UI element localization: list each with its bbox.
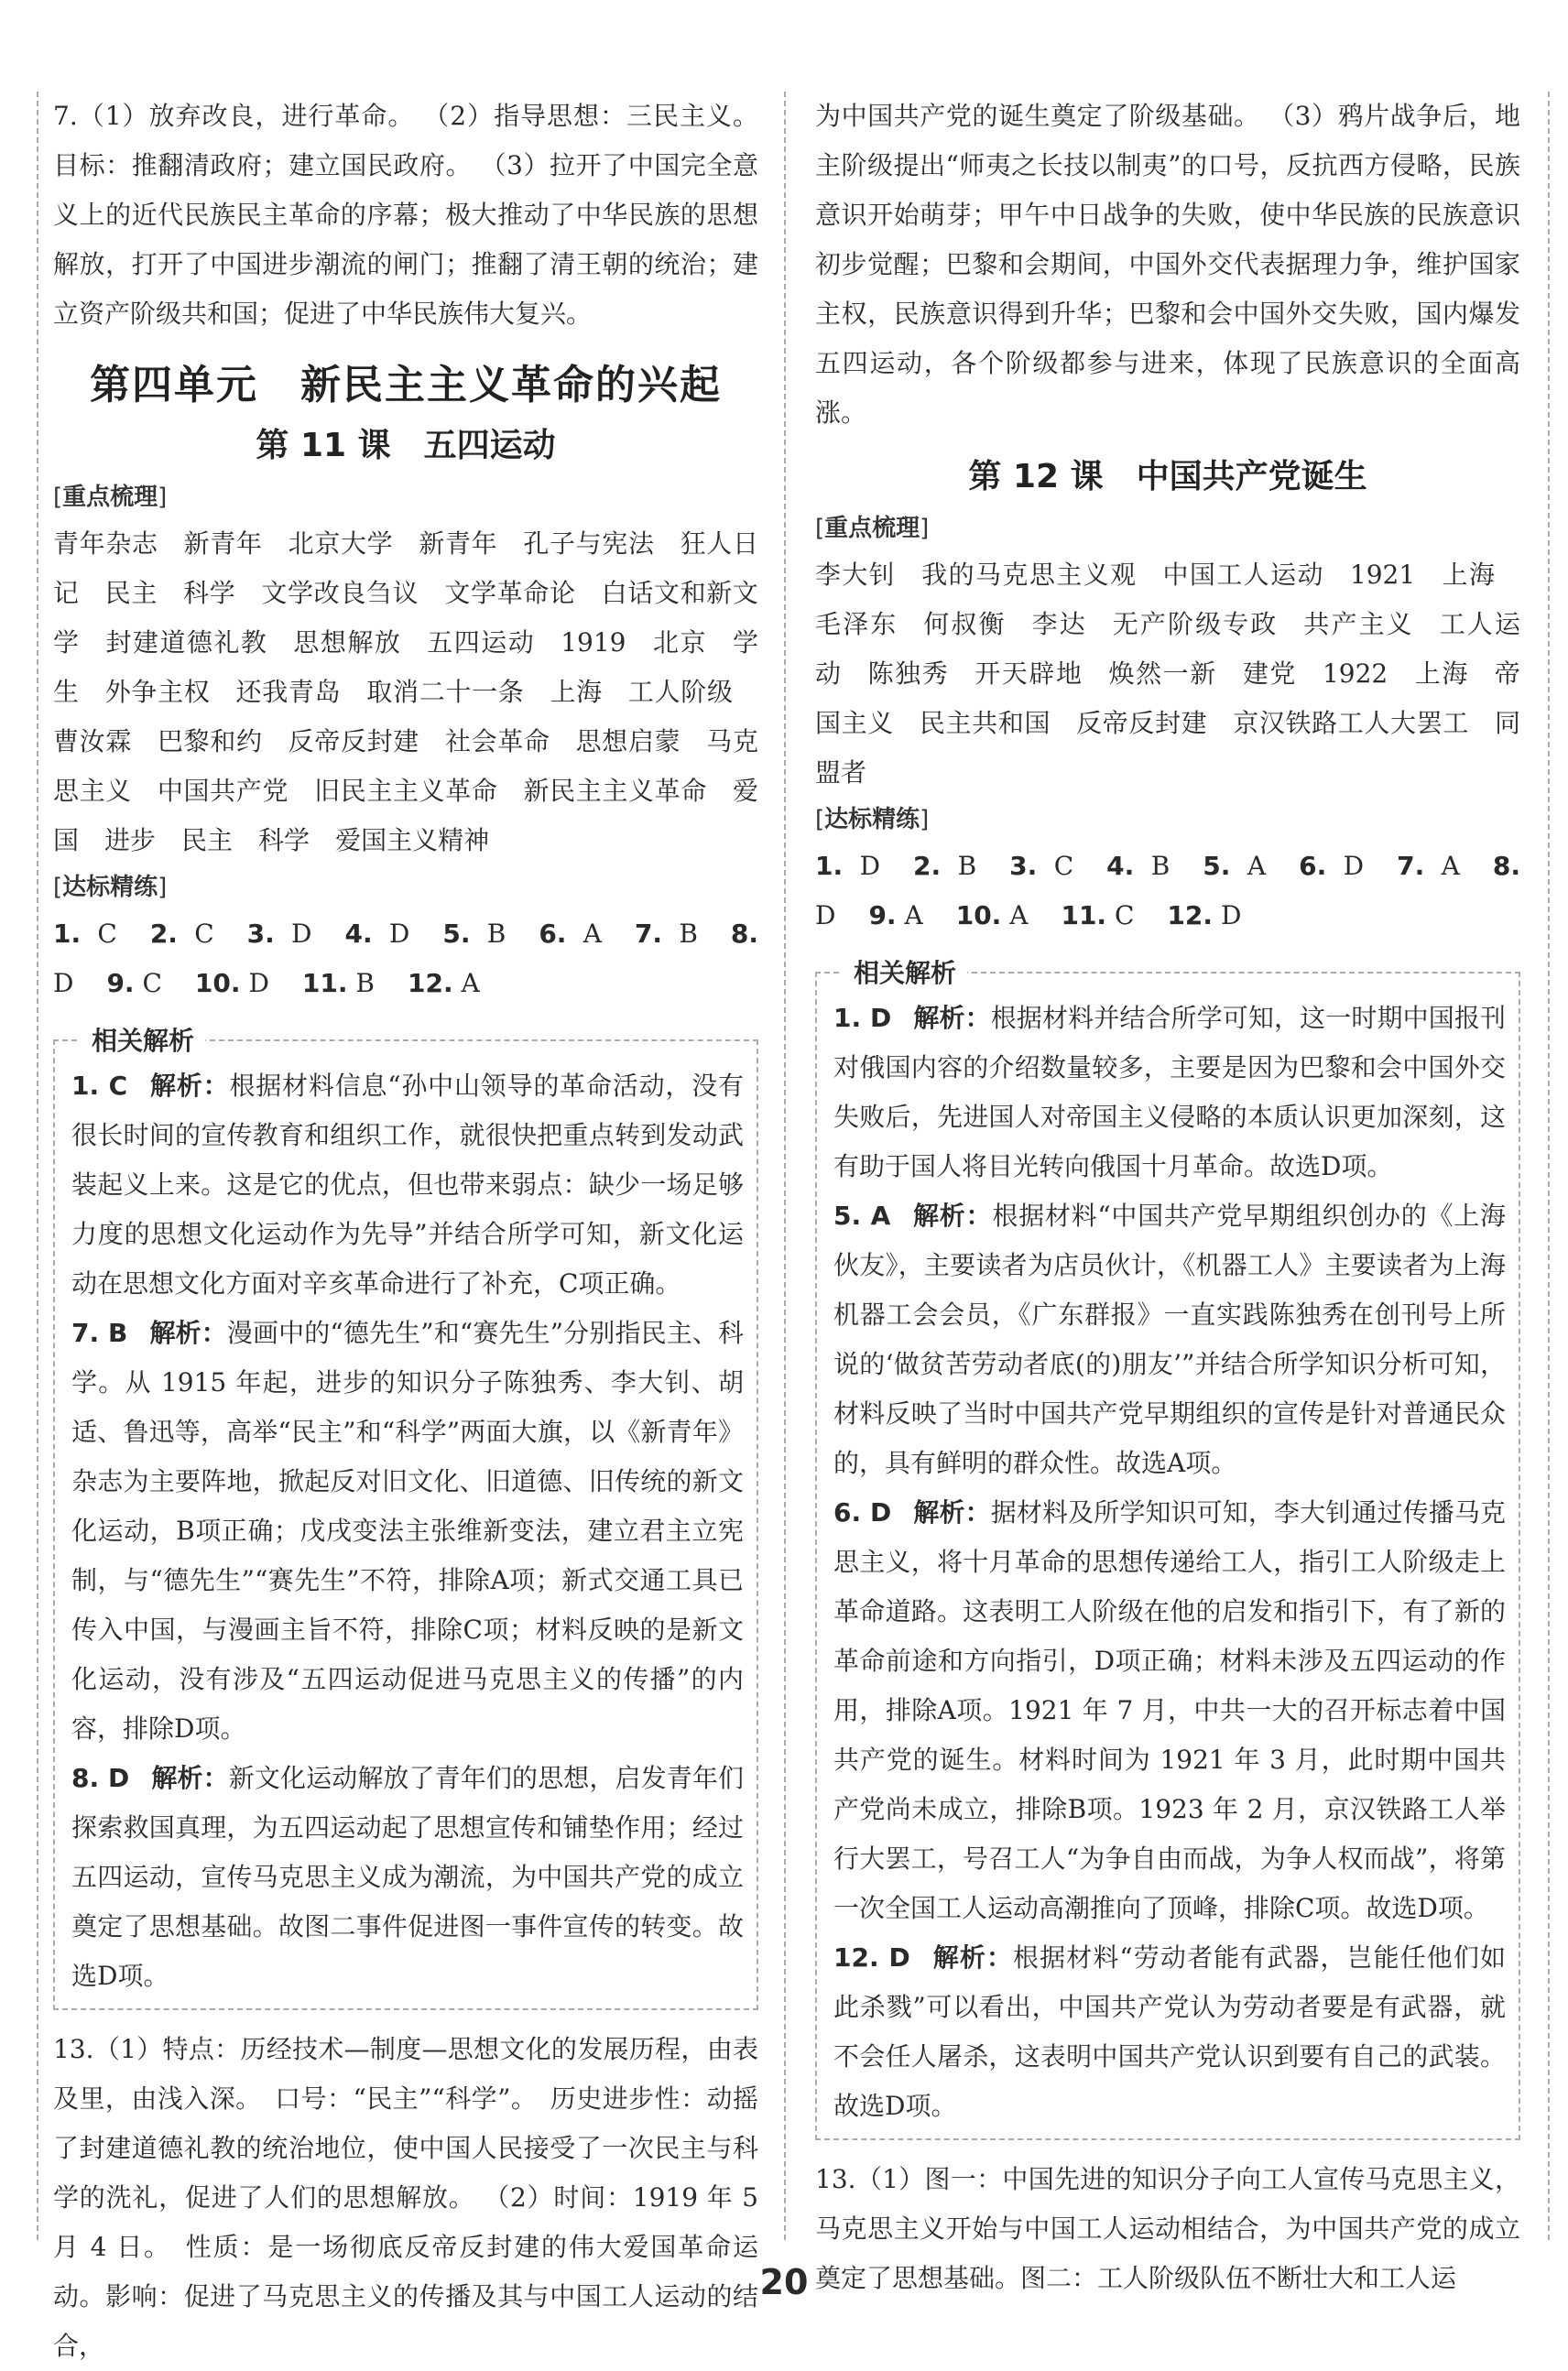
analysis-item [833, 1933, 1506, 2131]
key-point: 新青年 [419, 528, 498, 559]
answer-item [1203, 851, 1282, 881]
key-point: 曹汝霖 [53, 726, 132, 756]
key-point: 外争主权 [104, 677, 211, 707]
question-answer: 12. D [833, 1942, 910, 1973]
analysis-box [815, 958, 1520, 2140]
key-point: 陈独秀 [867, 658, 950, 689]
question-answer: 1. D [833, 1003, 892, 1033]
answer-number: 1. [815, 851, 844, 881]
answer-number: 4. [1106, 851, 1135, 881]
answer-number: 3. [246, 919, 275, 949]
unit-title: 第四单元 新民主主义革命的兴起 [90, 362, 722, 408]
answer-number: 6. [539, 919, 567, 949]
answer-number: 8. [730, 919, 759, 949]
key-point: 反帝反封建 [288, 726, 419, 756]
answer-number: 1. [53, 919, 82, 949]
answer-choice: A [1441, 851, 1460, 881]
analysis-label: 解析： [913, 1497, 991, 1528]
analysis-text: 根据材料并结合所学可知，这一时期中国报刊对俄国内容的介绍数量较多，主要是因为巴黎和会中国外交失败后，先进国人对帝国主义侵略的本质认识更加深刻，这有助于国人将目光转向俄国十月革命。故选D项。 [833, 1003, 1506, 1181]
answer-choice: D [859, 851, 881, 881]
key-point: 新青年 [183, 528, 263, 559]
answer-item [195, 968, 286, 998]
answer-number: 3. [1009, 851, 1038, 881]
continued-answer: 为中国共产党的诞生奠定了阶级基础。 （3）鸦片战争后，地主阶级提出“师夷之长技以制夷”的口号，反抗西方侵略，民族意识开始萌芽；甲午中日战争的失败，使中华民族的民族意识初步觉醒；巴黎和会期间，中国外交代表据理力争，维护国家主权，民族意识得到升华；巴黎和会中国外交失败，国内爆发五四运动，各个阶级都参与进来，体现了民族意识的全面高涨。 [815, 101, 1520, 428]
analysis-item [71, 1754, 744, 2001]
lesson-11-title: 第 11 课 五四运动 [256, 427, 556, 464]
analysis-box [53, 1026, 758, 2010]
answer-number: 6. [1299, 851, 1327, 881]
key-point: 思想解放 [293, 627, 402, 658]
practice-label: [ 达标精练 ] [815, 798, 1520, 842]
key-point: 五四运动 [427, 627, 536, 658]
answer-item [442, 919, 522, 949]
analysis-text: 据材料及所学知识可知，李大钊通过传播马克思主义，将十月革命的思想传递给工人，指引工人阶级走上革命道路。这表明工人阶级在他的启发和指引下，有了新的革命前途和方向指引，D项正确；材料未涉及五四运动的作用，排除A项。1921 年 7 月，中共一大的召开标志着中国共产党的诞生。材料时间为 1921 年 3 月，此时期中国共产党尚未成立，排除B项。1923 年 2 月，京汉铁路工人举行大罢工，号召工人“为争自由而战，为争人权而战”，将第一次全国工人运动高潮推向了顶峰，排除C项。故选D项。 [833, 1497, 1506, 1923]
answer-choice: A [904, 900, 923, 930]
analysis-label: 解析： [151, 1763, 229, 1793]
answer-number: 7. [1397, 851, 1425, 881]
question-answer: 5. A [833, 1201, 891, 1231]
answer-choice: D [248, 968, 269, 998]
key-point: 无产阶级专政 [1112, 609, 1279, 639]
key-point: 中国工人运动 [1162, 560, 1324, 590]
key-point: 科学 [183, 578, 236, 608]
key-point: 上海 [550, 677, 603, 707]
answer-number: 5. [442, 919, 471, 949]
answer-number: 11. [301, 968, 348, 998]
key-point: 北京 [651, 627, 707, 658]
key-point: 京汉铁路工人大罢工 [1233, 708, 1469, 738]
answer-item [1167, 900, 1258, 930]
analysis-title: 相关解析 [843, 953, 967, 990]
question-answer: 6. D [833, 1497, 892, 1528]
answer-number: 9. [868, 900, 897, 930]
answer-number: 9. [106, 968, 135, 998]
analysis-label: 解析： [931, 1942, 1014, 1973]
analysis-text: 新文化运动解放了青年们的思想，启发青年们探索救国真理，为五四运动起了思想宣传和铺垫作用；经过五四运动，宣传马克思主义成为潮流，为中国共产党的成立奠定了思想基础。故图二事件促进图一事件宣传的转变。故选D项。 [71, 1763, 744, 1991]
answer-choice: C [1053, 851, 1074, 881]
key-point: 焕然一新 [1108, 658, 1217, 689]
answer-number: 2. [913, 851, 942, 881]
key-point: 还我青岛 [235, 677, 342, 707]
key-point: 民主 [181, 825, 234, 855]
key-point: 李大钊 [815, 560, 897, 590]
key-point: 取消二十一条 [366, 677, 525, 707]
answer-item [345, 919, 427, 949]
answer-number: 11. [1061, 900, 1107, 930]
analysis-item [833, 1488, 1506, 1933]
answer-choice: B [486, 919, 506, 949]
key-point: 工人运动 [815, 609, 1520, 689]
key-point: 上海 [1413, 658, 1469, 689]
answer-number: 2. [149, 919, 178, 949]
answer-number: 4. [344, 919, 373, 949]
answer-list [53, 909, 758, 1008]
answer-item [1397, 851, 1476, 881]
key-point: 民主共和国 [919, 708, 1051, 738]
answer-item [913, 851, 993, 881]
key-point: 开天辟地 [975, 658, 1083, 689]
key-point: 进步 [104, 825, 157, 855]
key-point: 李达 [1031, 609, 1087, 639]
key-points-list [815, 550, 1520, 798]
key-point: 同盟者 [815, 708, 1520, 788]
answer-choice: A [1247, 851, 1267, 881]
key-point: 孔子与宪法 [523, 528, 655, 559]
key-points-label: [ 重点梳理 ] [815, 506, 1520, 550]
key-point: 1922 [1322, 658, 1388, 689]
answer-item [106, 968, 178, 998]
left-margin-cut-line [37, 92, 38, 2240]
key-point: 北京大学 [288, 528, 394, 559]
key-point: 科学 [258, 825, 310, 855]
question-answer: 1. C [71, 1071, 128, 1101]
practice-label: [ 达标精练 ] [53, 865, 758, 909]
answer-item [150, 919, 231, 949]
answer-number: 10. [194, 968, 241, 998]
answer-item [53, 919, 134, 949]
key-point: 何叔衡 [923, 609, 1007, 639]
answer-choice: C [97, 919, 117, 949]
key-point: 文学革命论 [444, 578, 576, 608]
analysis-label: 解析： [913, 1003, 991, 1033]
analysis-label: 解析： [149, 1071, 230, 1101]
analysis-text: 根据材料信息“孙中山领导的革命活动，没有很长时间的宣传教育和组织工作，就很快把重点转到发动武装起义上来。这是它的优点，但也带来弱点：缺少一场足够力度的思想文化运动作为先导”并结合所学可知，新文化运动在思想文化方面对辛亥革命进行了补充，C项正确。 [71, 1071, 744, 1299]
answer-number: 10. [955, 900, 1002, 930]
analysis-label: 解析： [912, 1201, 993, 1231]
right-margin-cut-line [1548, 92, 1550, 2240]
answer-choice: D [1343, 851, 1365, 881]
key-point: 爱国主义精神 [335, 825, 490, 855]
answer-item [408, 968, 496, 998]
key-points-list [53, 519, 758, 865]
key-point: 新民主主义革命 [523, 776, 707, 806]
answer-list [815, 842, 1520, 941]
answer-number: 8. [1492, 851, 1521, 881]
answer-choice: B [1150, 851, 1171, 881]
key-point: 我的马克思主义观 [921, 560, 1138, 590]
analysis-text: 根据材料“劳动者能有武器，岂能任他们如此杀戮”可以看出，中国共产党认为劳动者要是有武器，就不会任人屠杀，这表明中国共产党认识到要有自己的武装。故选D项。 [833, 1942, 1506, 2121]
answer-item [635, 919, 714, 949]
analysis-title: 相关解析 [81, 1021, 205, 1058]
answer-item [247, 919, 329, 949]
key-point: 狂人日记 [53, 528, 758, 608]
key-point: 1919 [561, 627, 626, 658]
answer-choice: C [142, 968, 162, 998]
answer-item [1061, 900, 1150, 930]
analysis-item [71, 1309, 744, 1754]
analysis-text: 根据材料“中国共产党早期组织创办的《上海伙友》，主要读者为店员伙计，《机器工人》主要读者为上海机器工会会员，《广东群报》一直实践陈独秀在创刊号上所说的‘做贫苦劳动者底(的)朋友’”并结合所学知识分析可知，材料反映了当时中国共产党早期组织的宣传是针对普通民众的，具有鲜明的群众性。故选A项。 [833, 1201, 1506, 1478]
key-point: 工人阶级 [627, 677, 733, 707]
answer-choice: C [194, 919, 214, 949]
key-point: 毛泽东 [815, 609, 898, 639]
answer-number: 7. [634, 919, 663, 949]
answer-choice: D [53, 968, 74, 998]
answer-choice: A [583, 919, 602, 949]
question-answer: 8. D [71, 1763, 130, 1793]
answer-item [868, 900, 939, 930]
key-point: 爱国 [53, 776, 758, 855]
key-point: 上海 [1441, 560, 1495, 590]
key-point: 白话文和新文学 [53, 578, 758, 658]
answer-choice: D [291, 919, 312, 949]
right-column [815, 92, 1520, 2303]
key-point: 中国共产党 [157, 776, 289, 806]
answer-number: 12. [407, 968, 453, 998]
key-point: 思想启蒙 [575, 726, 681, 756]
q13-answer: 13.（1）图一：中国先进的知识分子向工人宣传马克思主义，马克思主义开始与中国工人运动相结合，为中国共产党的成立奠定了思想基础。图二：工人阶级队伍不断壮大和工人运 [815, 2164, 1520, 2293]
answer-item [1009, 851, 1090, 881]
key-point: 反帝反封建 [1076, 708, 1208, 738]
answer-item [956, 900, 1045, 930]
analysis-text: 漫画中的“德先生”和“赛先生”分别指民主、科学。从 1915 年起，进步的知识分子陈独秀、李大钊、胡适、鲁迅等，高举“民主”和“科学”两面大旗，以《新青年》杂志为主要阵地，掀起反对旧文化、旧道德、旧传统的新文化运动，B项正确；戊戌变法主张维新变法，建立君主立宪制，与“德先生”“赛先生”不符，排除A项；新式交通工具已传入中国，与漫画主旨不符，排除C项；材料反映的是新文化运动，没有涉及“五四运动促进马克思主义的传播”的内容，排除D项。 [71, 1318, 744, 1744]
key-point: 帝国主义 [815, 658, 1520, 738]
answer-choice: B [957, 851, 977, 881]
answer-item [1106, 851, 1186, 881]
answer-number: 5. [1203, 851, 1231, 881]
key-point: 旧民主主义革命 [314, 776, 498, 806]
lesson-12-title: 第 12 课 中国共产党诞生 [968, 458, 1367, 495]
analysis-item [71, 1061, 744, 1309]
q7-answer: 7.（1）放弃改良，进行革命。 （2）指导思想：三民主义。目标：推翻清政府；建立国民政府。 （3）拉开了中国完全意义上的近代民族民主革命的序幕；极大推动了中华民族的思想解放，打开了中国进步潮流的闸门；推翻了清王朝的统治；建立资产阶级共和国；促进了中华民族伟大复兴。 [53, 101, 758, 329]
page-number: 20 [759, 2262, 809, 2302]
key-point: 学生 [53, 627, 758, 707]
key-point: 共产主义 [1303, 609, 1414, 639]
center-cut-line [784, 92, 786, 2240]
key-point: 巴黎和约 [158, 726, 263, 756]
key-point: 建党 [1242, 658, 1297, 689]
key-point: 马克思主义 [53, 726, 758, 806]
key-point: 青年杂志 [53, 528, 158, 559]
answer-item [539, 919, 618, 949]
answer-choice: D [1220, 900, 1242, 930]
answer-choice: C [1114, 900, 1135, 930]
analysis-item [833, 994, 1506, 1191]
analysis-label: 解析： [149, 1318, 227, 1348]
key-point: 封建道德礼教 [105, 627, 268, 658]
key-points-label: [ 重点梳理 ] [53, 475, 758, 519]
answer-choice: B [679, 919, 698, 949]
analysis-item [833, 1191, 1506, 1488]
key-point: 民主 [104, 578, 158, 608]
key-point: 文学改良刍议 [261, 578, 419, 608]
left-column [53, 92, 758, 2371]
answer-choice: D [388, 919, 410, 949]
answer-choice: B [355, 968, 375, 998]
answer-item [302, 968, 391, 998]
answer-choice: A [461, 968, 480, 998]
key-point: 1921 [1349, 560, 1416, 590]
answer-number: 12. [1167, 900, 1214, 930]
question-answer: 7. B [71, 1318, 128, 1348]
key-point: 社会革命 [444, 726, 550, 756]
q13-answer: 13.（1）特点：历经技术—制度—思想文化的发展历程，由表及里，由浅入深。 口号：“民主”“科学”。 历史进步性：动摇了封建道德礼教的统治地位，使中国人民接受了一次民主与科学的洗礼，促进了人们的思想解放。 （2）时间：1919 年 5 月 4 日。 性质：是一场彻底反帝反封建的伟大爱国革命运动。影响：促进了马克思主义的传播及其与中国工人运动的结合， [53, 2034, 758, 2361]
answer-item [815, 851, 897, 881]
answer-item [1299, 851, 1380, 881]
answer-choice: D [815, 900, 836, 930]
answer-choice: A [1009, 900, 1029, 930]
